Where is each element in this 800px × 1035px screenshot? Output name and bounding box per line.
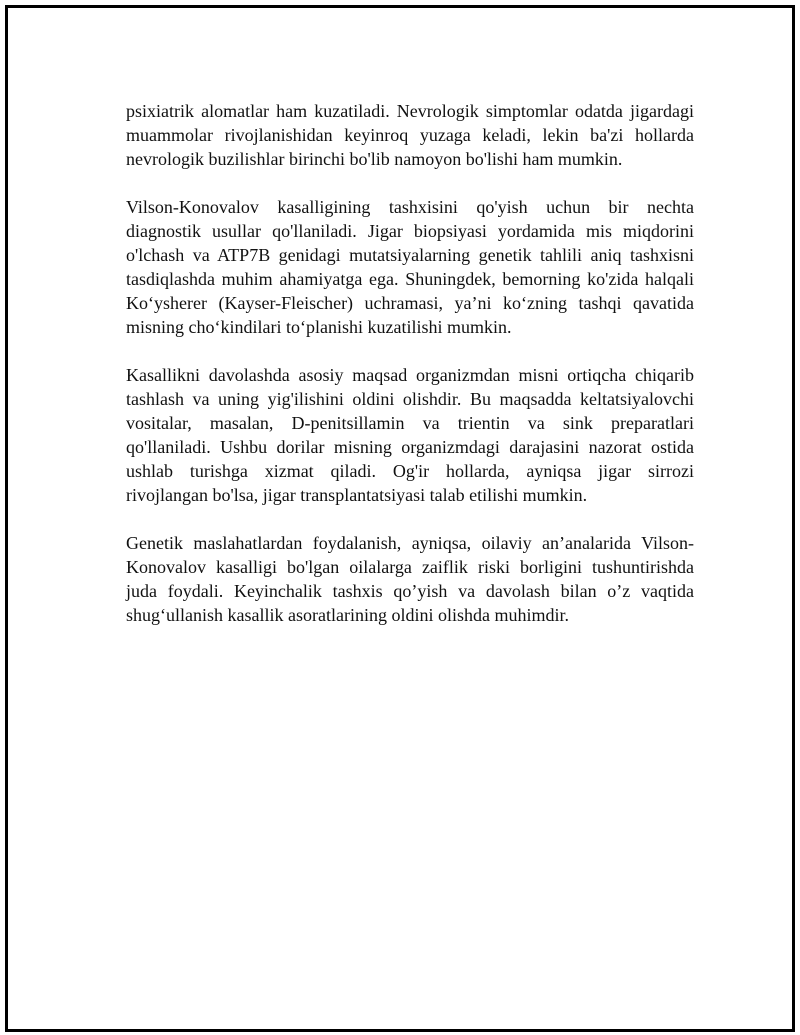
- text-line: rivojlangan bo'lsa, jigar transplantatsiyasi talab etilishi mumkin.: [126, 485, 588, 505]
- paragraph-neurological-symptoms: [126, 99, 694, 171]
- text-line: vositalar, masalan, D-penitsillamin va trientin va sink preparatlari: [126, 413, 694, 433]
- text-line: Vilson-Konovalov kasalligining tashxisini qo'yish uchun bir nechta: [126, 197, 694, 217]
- text-line: tasdiqlashda muhim ahamiyatga ega. Shuningdek, bemorning ko'zida halqali: [126, 269, 694, 289]
- paragraph-genetic-counseling: [126, 531, 694, 627]
- text-line: juda foydali. Keyinchalik tashxis qo’yish va davolash bilan o’z vaqtida: [126, 581, 694, 601]
- text-line: psixiatrik alomatlar ham kuzatiladi. Nevrologik simptomlar odatda jigardagi: [126, 101, 694, 121]
- text-line: Ko‘ysherer (Kayser-Fleischer) uchramasi, ya’ni ko‘zning tashqi qavatida: [126, 293, 694, 313]
- text-line: muammolar rivojlanishidan keyinroq yuzaga keladi, lekin ba'zi hollarda: [126, 125, 694, 145]
- text-line: o'lchash va ATP7B genidagi mutatsiyalarning genetik tahlili aniq tashxisni: [126, 245, 694, 265]
- text-line: tashlash va uning yig'ilishini oldini olishdir. Bu maqsadda keltatsiyalovchi: [126, 389, 694, 409]
- text-line: misning cho‘kindilari to‘planishi kuzatilishi mumkin.: [126, 317, 512, 337]
- text-line: shug‘ullanish kasallik asoratlarining oldini olishda muhimdir.: [126, 605, 569, 625]
- text-line: Genetik maslahatlardan foydalanish, ayniqsa, oilaviy an’analarida Vilson-: [126, 533, 694, 553]
- paragraph-treatment: [126, 363, 694, 507]
- text-line: nevrologik buzilishlar birinchi bo'lib namoyon bo'lishi ham mumkin.: [126, 149, 623, 169]
- text-line: diagnostik usullar qo'llaniladi. Jigar biopsiyasi yordamida mis miqdorini: [126, 221, 694, 241]
- document-body: [126, 99, 694, 627]
- text-line: ushlab turishga xizmat qiladi. Og'ir hollarda, ayniqsa jigar sirrozi: [126, 461, 694, 481]
- text-line: qo'llaniladi. Ushbu dorilar misning organizmdagi darajasini nazorat ostida: [126, 437, 694, 457]
- page-frame: [5, 5, 795, 1032]
- paragraph-diagnosis: [126, 195, 694, 339]
- text-line: Konovalov kasalligi bo'lgan oilalarga zaiflik riski borligini tushuntirishda: [126, 557, 694, 577]
- text-line: Kasallikni davolashda asosiy maqsad organizmdan misni ortiqcha chiqarib: [126, 365, 694, 385]
